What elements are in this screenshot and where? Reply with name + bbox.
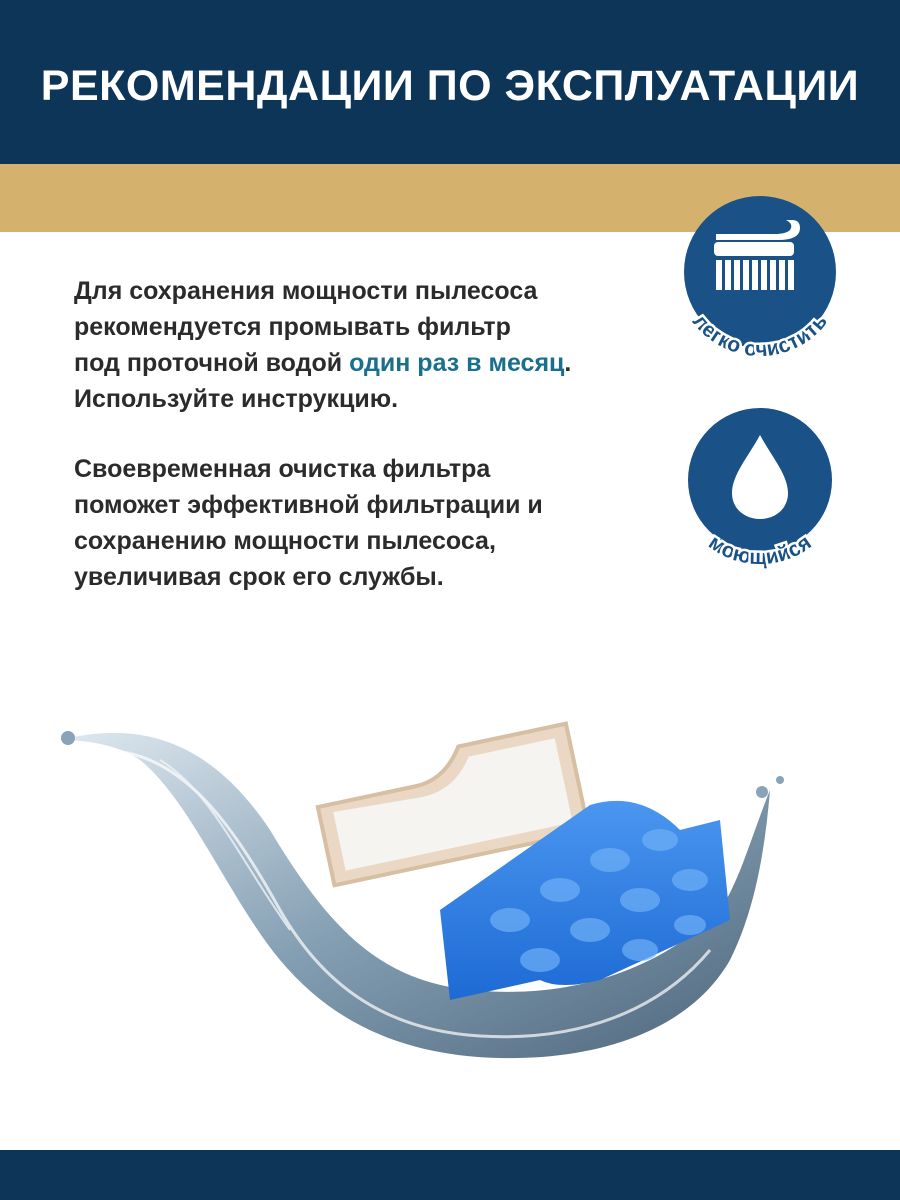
- header-banner: [0, 0, 900, 164]
- filter-illustration: [40, 680, 860, 1100]
- paragraph-care-advice: [74, 273, 614, 417]
- paragraph-line: Своевременная очистка фильтра: [74, 455, 491, 483]
- paragraph-text: .: [564, 349, 572, 377]
- paragraph-line: увеличивая срок его службы.: [74, 563, 444, 591]
- washable-badge: [660, 405, 860, 605]
- paragraph-line: поможет эффективной фильтрации и: [74, 491, 543, 519]
- paragraph-line: [74, 345, 614, 381]
- paragraph-line: Для сохранения мощности пылесоса: [74, 277, 538, 305]
- easy-clean-badge: [660, 180, 860, 380]
- page-title: РЕКОМЕНДАЦИИ ПО ЭКСПЛУАТАЦИИ: [40, 62, 860, 110]
- paragraph-line: сохранению мощности пылесоса,: [74, 527, 496, 555]
- paragraph-line: Используйте инструкцию.: [74, 385, 399, 413]
- badge-label: легко очистить: [688, 309, 832, 362]
- footer-stripe: [0, 1150, 900, 1200]
- frequency-highlight: один раз в месяц: [349, 349, 565, 377]
- badge-label: моющийся: [704, 530, 816, 570]
- paragraph-line: рекомендуется промывать фильтр: [74, 313, 511, 341]
- paragraph-benefits: [74, 451, 614, 595]
- paragraph-text: под проточной водой: [74, 349, 350, 377]
